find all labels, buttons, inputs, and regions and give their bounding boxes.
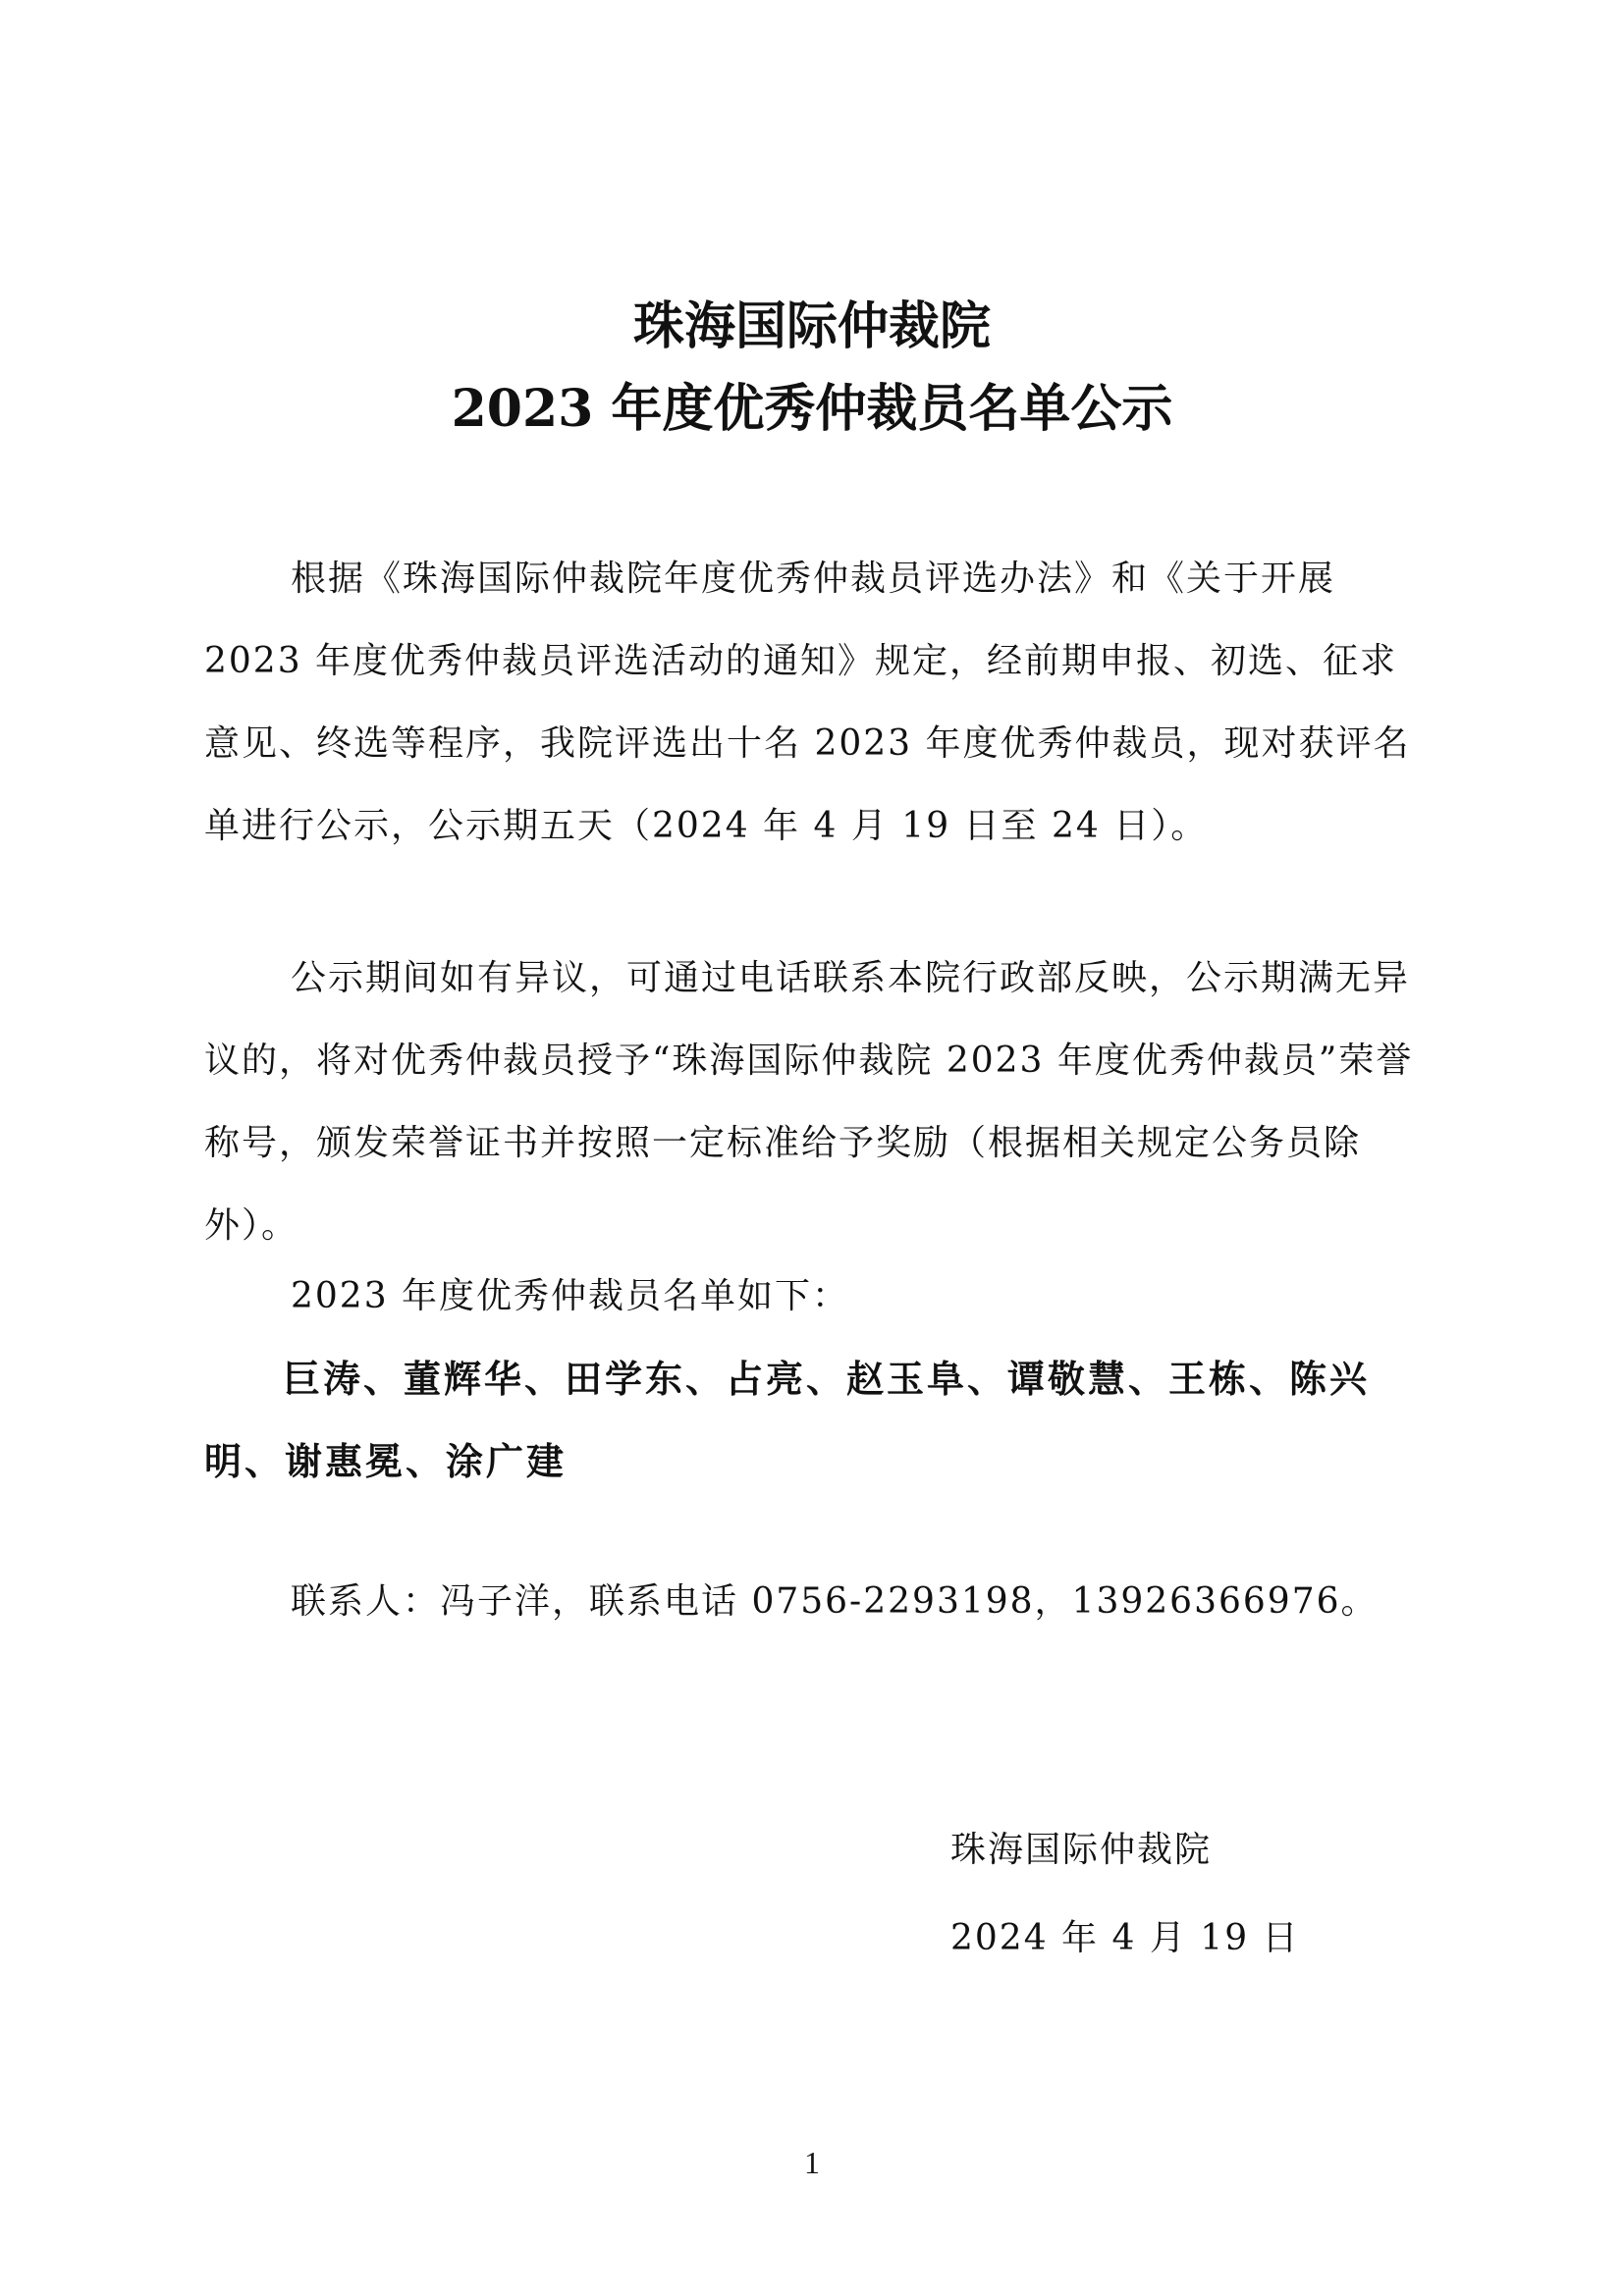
name-list-intro: 2023 年度优秀仲裁员名单如下： [291, 1276, 850, 1316]
signature-organization: 珠海国际仲裁院 [950, 1830, 1213, 1870]
arbitrator-name-list: 巨涛、董辉华、田学东、占亮、赵玉阜、谭敬慧、王栋、陈兴明、谢惠冕、涂广建 [204, 1357, 1371, 1483]
signature-date: 2024 年 4 月 19 日 [950, 1918, 1300, 1958]
document-title-line-1: 珠海国际仲裁院 [632, 296, 991, 356]
document-title-line-2: 2023 年度优秀仲裁员名单公示 [451, 379, 1173, 439]
paragraph-announcement: 根据《珠海国际仲裁院年度优秀仲裁员评选办法》和《关于开展2023 年度优秀仲裁员评选活动的通知》规定，经前期申报、初选、征求意见、终选等程序，我院评选出十名 2023 年度优秀仲裁员，现对获评名单进行公示，公示期五天（2024 年 4 月 19 日至 24 日）。 [204, 559, 1411, 846]
page-number: 1 [804, 2145, 820, 2180]
contact-info: 联系人：冯子洋，联系电话 0756-2293198，13926366976。 [291, 1581, 1379, 1622]
paragraph-objection: 公示期间如有异议，可通过电话联系本院行政部反映，公示期满无异议的，将对优秀仲裁员授予“珠海国际仲裁院 2023 年度优秀仲裁员”荣誉称号，颁发荣誉证书并按照一定标准给予奖励（根据相关规定公务员除外）。 [204, 958, 1414, 1246]
